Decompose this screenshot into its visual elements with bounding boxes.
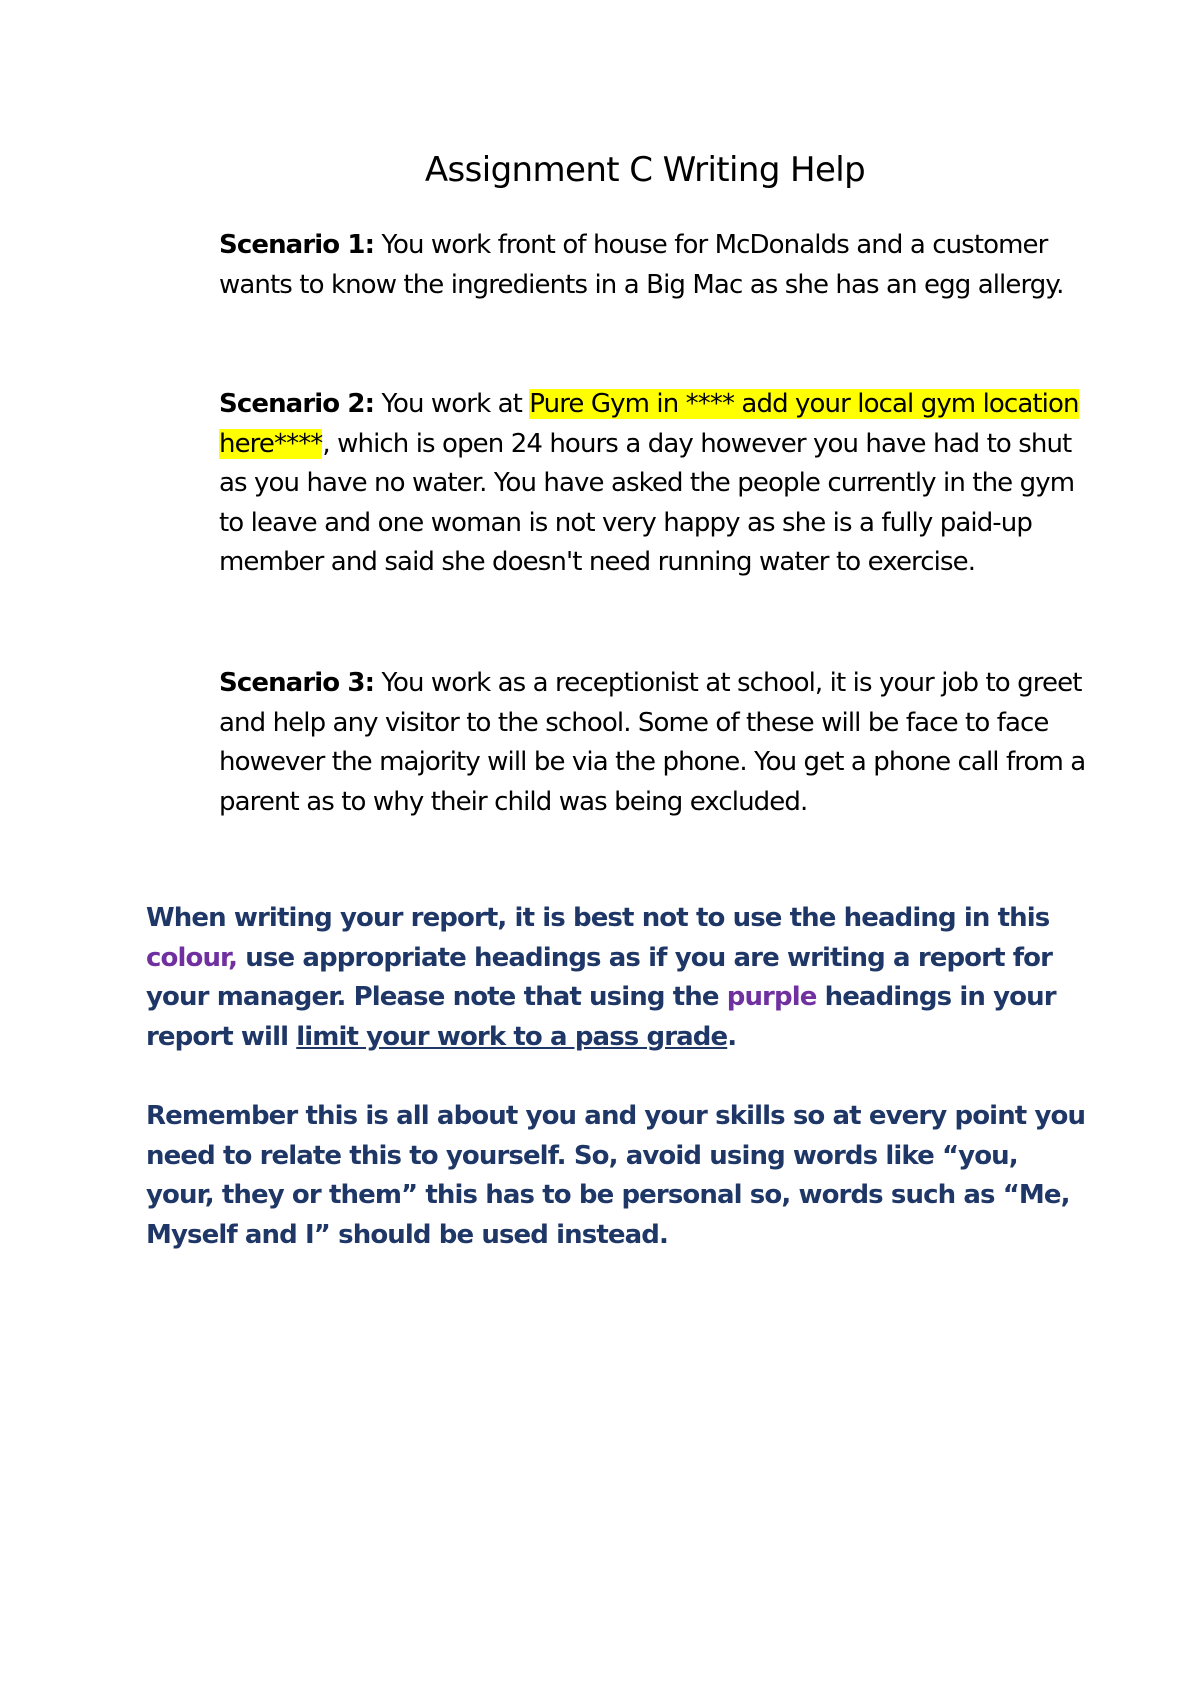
scenario-2-highlighted-text: Pure Gym in **** add your local gym location here**** (219, 389, 1079, 459)
document-title: Assignment C Writing Help (424, 150, 866, 190)
scenario-1-text: You work front of house for McDonalds and a customer wants to know the ingredients in a Big Mac as she has an egg allergy. (219, 230, 1064, 300)
scenario-2-text-before: You work at (374, 389, 530, 419)
scenario-2-paragraph (219, 385, 1099, 583)
report-guidance-note (146, 899, 1086, 1057)
note-1-purple-word: purple (726, 982, 817, 1012)
scenario-3-text: You work as a receptionist at school, it is your job to greet and help any visitor to the school. Some of these will be face to face however the majority will be via the phone. You get a phone call from a parent as to why their child was being excluded. (219, 668, 1086, 817)
scenario-3-paragraph (219, 664, 1099, 822)
scenario-1-label: Scenario 1: (219, 230, 375, 260)
scenario-2-text-after: , which is open 24 hours a day however you have had to shut as you have no water. You have asked the people currently in the gym to leave and one woman is not very happy as she is a fully paid-up member and said she doesn't need running water to exercise. (219, 428, 1075, 577)
note-1-part-4: . (727, 1021, 737, 1052)
note-1-part-1: When writing your report, it is best not to use the heading in this (146, 903, 1050, 933)
note-1-part-2: use appropriate headings as if you are writing a report for your manager. Please note that using the (146, 942, 1053, 1012)
scenario-3-label: Scenario 3: (219, 668, 375, 698)
note-1-part-3: headings in your report will (146, 982, 1056, 1052)
scenario-2-label: Scenario 2: (219, 389, 375, 419)
scenario-1-paragraph (219, 226, 1099, 305)
note-1-colour-word: colour, (146, 942, 238, 973)
personal-writing-note: Remember this is all about you and your skills so at every point you need to relate this to yourself. So, avoid using words like “you, your, they or them” this has to be personal so, words such as “Me, Myself and I” should be used instead. (146, 1101, 1086, 1250)
note-1-underlined-warning: limit your work to a pass grade (296, 1021, 728, 1052)
